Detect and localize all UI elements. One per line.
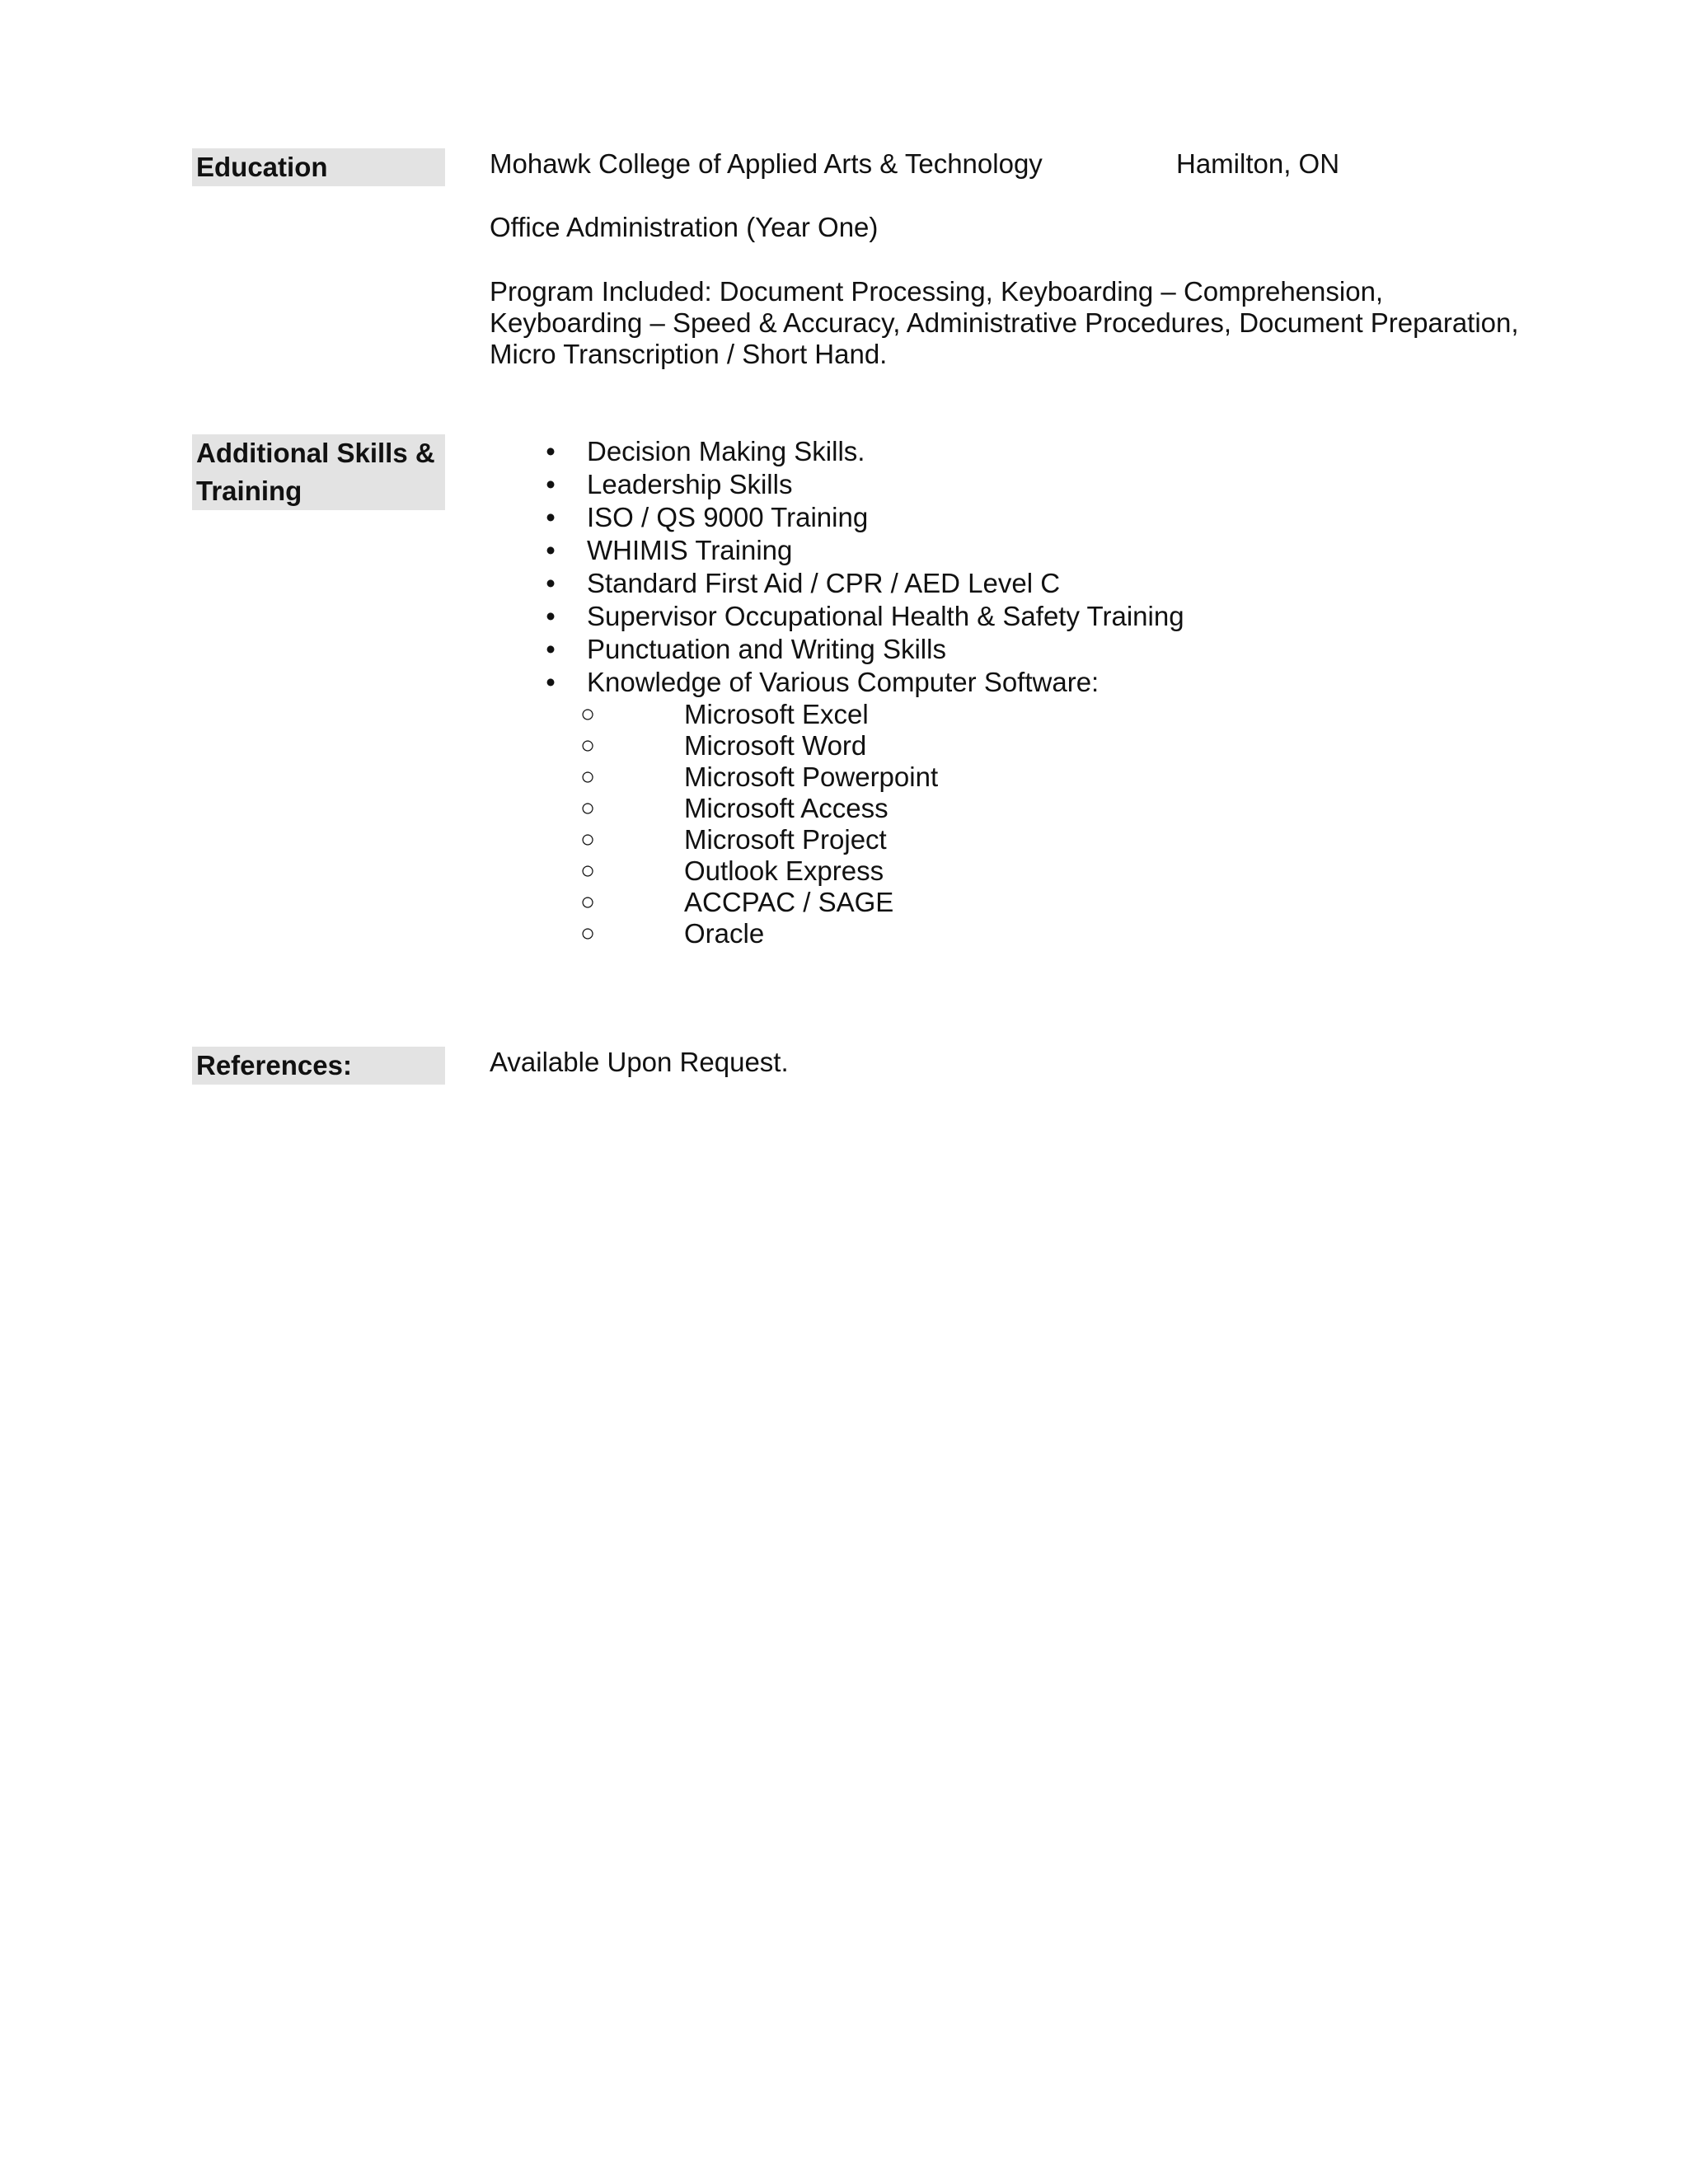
software-item: ○ Microsoft Word — [580, 730, 867, 761]
software-item: ○ Microsoft Excel — [580, 699, 869, 729]
bullet-icon: • — [546, 535, 556, 565]
list-item: • Knowledge of Various Computer Software: ○ Microsoft Excel ○ Microsoft Word ○ Microsoft Powerpoint ○ Microsoft Access ○ Microsoft Project ○ Outlook Express ○ ACCPAC / SAGE ○ Oracle — [490, 666, 1184, 949]
list-item: • Standard First Aid / CPR / AED Level C — [490, 567, 1184, 600]
bullet-icon: • — [546, 667, 556, 697]
software-item: ○ Microsoft Project — [580, 824, 887, 855]
bullet-icon: • — [546, 634, 556, 664]
list-item: • Leadership Skills — [490, 468, 1184, 501]
list-item: • Supervisor Occupational Health & Safety Training — [490, 600, 1184, 633]
program-included-line: Micro Transcription / Short Hand. — [490, 339, 888, 369]
skills-heading-line: Additional Skills & — [196, 438, 435, 468]
school-location: Hamilton, ON — [1176, 148, 1340, 179]
program-name: Office Administration (Year One) — [490, 212, 879, 242]
bullet-icon: • — [546, 469, 556, 499]
software-item: ○ ACCPAC / SAGE — [580, 887, 894, 917]
software-list — [490, 699, 1184, 949]
circle-bullet-icon: ○ — [580, 920, 596, 947]
circle-bullet-icon: ○ — [580, 826, 596, 853]
list-item: • Decision Making Skills. — [490, 435, 1184, 468]
skills-heading — [192, 434, 445, 510]
references-text: Available Upon Request. — [490, 1047, 789, 1077]
list-item: • ISO / QS 9000 Training — [490, 501, 1184, 534]
references-heading: References: — [192, 1047, 445, 1085]
circle-bullet-icon: ○ — [580, 857, 596, 884]
software-item: ○ Oracle — [580, 918, 765, 949]
bullet-icon: • — [546, 601, 556, 631]
software-item: ○ Microsoft Access — [580, 793, 889, 823]
circle-bullet-icon: ○ — [580, 888, 596, 916]
school-name: Mohawk College of Applied Arts & Technology — [490, 148, 1043, 179]
list-item: • Punctuation and Writing Skills — [490, 633, 1184, 666]
skills-list — [490, 435, 1184, 949]
list-item: • WHIMIS Training — [490, 534, 1184, 567]
circle-bullet-icon: ○ — [580, 732, 596, 759]
program-included-line: Program Included: Document Processing, Keyboarding – Comprehension, — [490, 276, 1384, 307]
circle-bullet-icon: ○ — [580, 794, 596, 822]
education-heading: Education — [192, 148, 445, 186]
program-included-line: Keyboarding – Speed & Accuracy, Administrative Procedures, Document Preparation, — [490, 307, 1519, 338]
circle-bullet-icon: ○ — [580, 763, 596, 790]
bullet-icon: • — [546, 502, 556, 532]
software-item: ○ Microsoft Powerpoint — [580, 762, 939, 792]
skills-heading-line: Training — [196, 476, 302, 506]
bullet-icon: • — [546, 436, 556, 466]
circle-bullet-icon: ○ — [580, 701, 596, 728]
bullet-icon: • — [546, 568, 556, 598]
software-item: ○ Outlook Express — [580, 855, 884, 886]
